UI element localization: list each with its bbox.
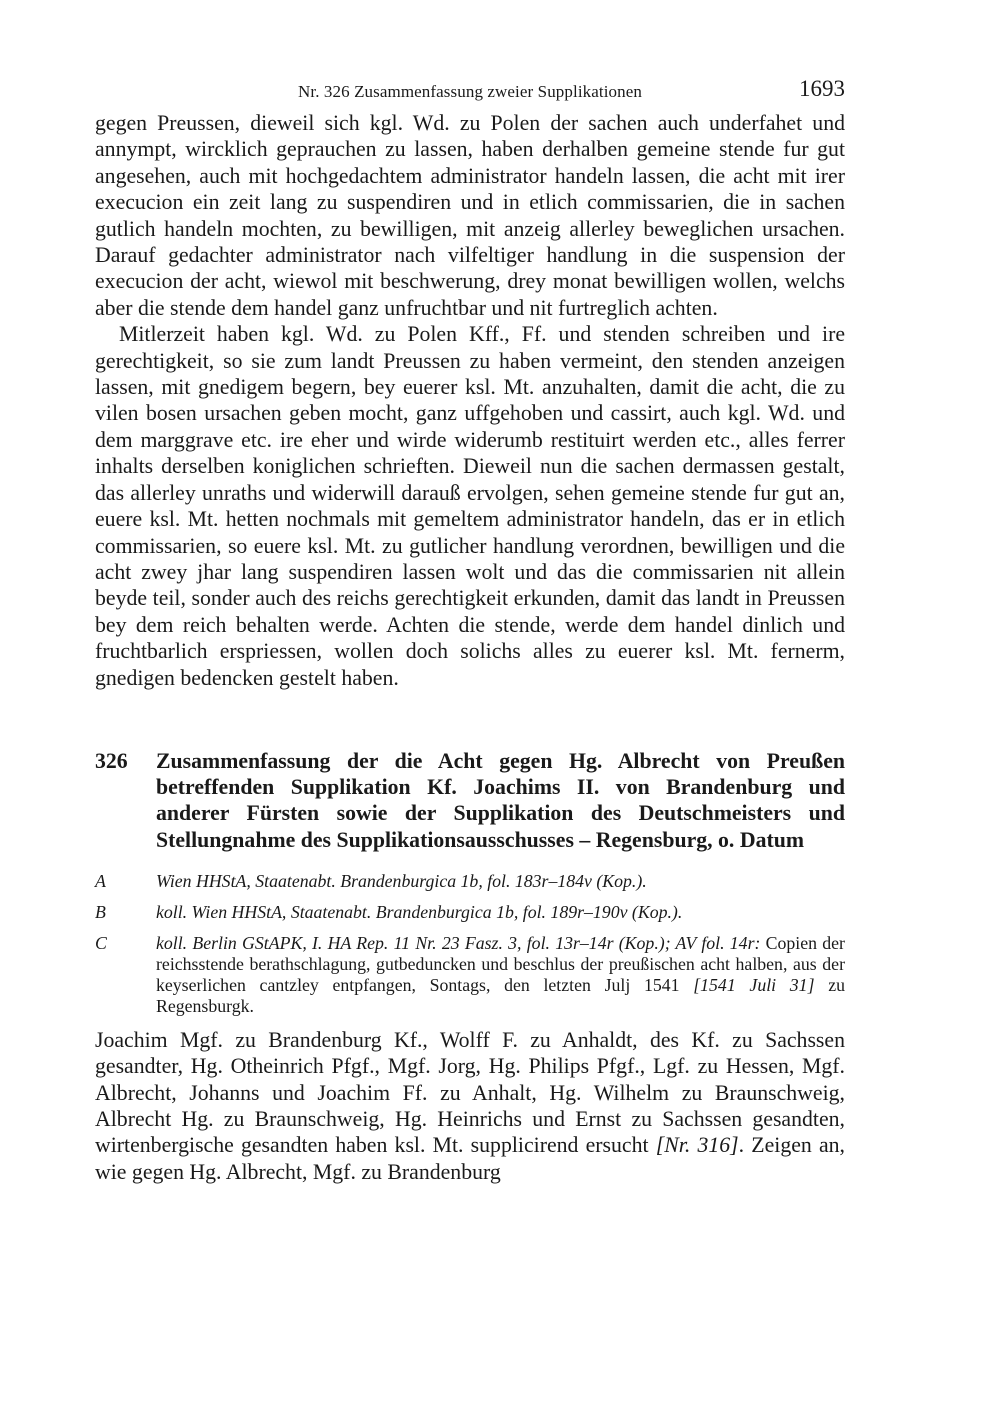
document-title: Zusammenfassung der die Acht gegen Hg. Albrecht von Preußen betreffenden Supplikation Kf. Joachims II. von Brandenburg und anderer Fürsten sowie der Supplikation des Deutschmeisters und Stellungnahme des Supplikationsausschusses – Regensburg, o. Datum — [156, 748, 845, 852]
cross-reference: [Nr. 316] — [655, 1133, 739, 1158]
source-endorsement-end: zu Regensburgk. — [156, 974, 845, 1016]
source-text: Wien HHStA, Staatenabt. Brandenburgica 1b, fol. 183r–184v (Kop.). — [156, 870, 647, 891]
summary-paragraph — [95, 1027, 845, 1185]
source-siglum: B — [95, 901, 106, 922]
source-siglum: C — [95, 932, 107, 953]
summary-text: Joachim Mgf. zu Brandenburg Kf., Wolff F. zu Anhaldt, des Kf. zu Sachssen gesandter, Hg. Otheinrich Pfgf., Mgf. Jorg, Hg. Philips Pfgf., Lgf. zu Hessen, Mgf. Albrecht, Johanns und Joachim Ff. zu Anhalt, Hg. Wilhelm zu Braunschweig, Albrecht Hg. zu Braunschweig, Hg. Heinrichs und Ernst zu Sachssen gesandten, wirtenbergische gesandten haben ksl. Mt. supplicirend ersucht — [95, 1027, 845, 1158]
source-date-note: [1541 Juli 31] — [693, 974, 815, 995]
source-list — [95, 871, 845, 1017]
source-endorsement: Copien der reichsstende berathschlagung, gutbeduncken und beschlus der preußischen acht halben, aus der keyserlichen cantzley entpfangen, Sontags, den letzten Julj 1541 — [156, 932, 845, 995]
paragraph-continued: gegen Preussen, dieweil sich kgl. Wd. zu Polen der sachen auch underfahet und annympt, wircklich geprauchen zu lassen, haben derhalben gemeine stende fur gut angesehen, auch mit hochgedachtem administrator handeln lassen, die acht mit irer execucion ein zeit lang zu suspendiren und in etlich commissarien, die in sachen gutlich handeln mochten, zu bewilligen, mit anzeig allerley beweglichen ursachen. Darauf gedachter administrator nach vilfeltiger handlung in die suspension der execucion der acht, wiewol mit beschwerung, drey monat bewilligen wollen, welchs aber die stende dem handel ganz unfruchtbar und nit furtreglich achten. — [95, 111, 845, 320]
source-text: koll. Wien HHStA, Staatenabt. Brandenburgica 1b, fol. 189r–190v (Kop.). — [156, 901, 683, 922]
source-archive-reference: koll. Berlin GStAPK, I. HA Rep. 11 Nr. 23 Fasz. 3, fol. 13r–14r (Kop.); AV fol. 14r: — [156, 932, 761, 953]
source-entry — [95, 871, 845, 892]
document-number: 326 — [95, 748, 128, 773]
source-entry — [95, 933, 845, 1017]
running-head — [95, 70, 845, 110]
running-title: Nr. 326 Zusammenfassung zweier Supplikationen — [298, 82, 642, 101]
source-siglum: A — [95, 870, 106, 891]
page-number: 1693 — [799, 76, 845, 101]
document-heading — [95, 748, 845, 853]
page — [95, 70, 845, 1185]
paragraph-mitlerzeit: Mitlerzeit haben kgl. Wd. zu Polen Kff., Ff. und stenden schreiben und ire gerechtigkeit, so sie zum landt Preussen zu haben vermeint, den stenden anzeigen lassen, mit gnedigem begern, bey euerer ksl. Mt. anzuhalten, damit die acht, die zu vilen bosen ursachen geben mocht, ganz uffgehoben und cassirt, auch kgl. Wd. und dem marggrave etc. ire eher und wirde widerumb restituirt werden etc., alles ferrer inhalts derselben koniglichen schrieften. Dieweil nun die sachen dermassen gestalt, das allerley unraths und widerwill darauß ervolgen, sehen gemeine stende fur gut an, euere ksl. Mt. hetten nochmals mit gemeltem administrator handeln, das er in etlich commissarien, so euere ksl. Mt. zu gutlicher handlung verordnen, bewilligen und die acht zwey jhar lang suspendiren lassen wolt und das die commissarien nit allein beyde teil, sonder auch des reichs gerechtigkeit erkunden, damit das landt in Preussen bey dem reich behalten werde. Achten die stende, werde dem handel dinlich und fruchtbarlich erspriessen, wollen doch solichs alles zu euerer ksl. Mt. fernerm, gnedigen bedencken gestelt haben. — [95, 322, 845, 690]
summary-text-end: . Zeigen an, wie gegen Hg. Albrecht, Mgf. zu Brandenburg — [95, 1133, 845, 1184]
source-text — [156, 933, 845, 1017]
source-entry — [95, 902, 845, 923]
